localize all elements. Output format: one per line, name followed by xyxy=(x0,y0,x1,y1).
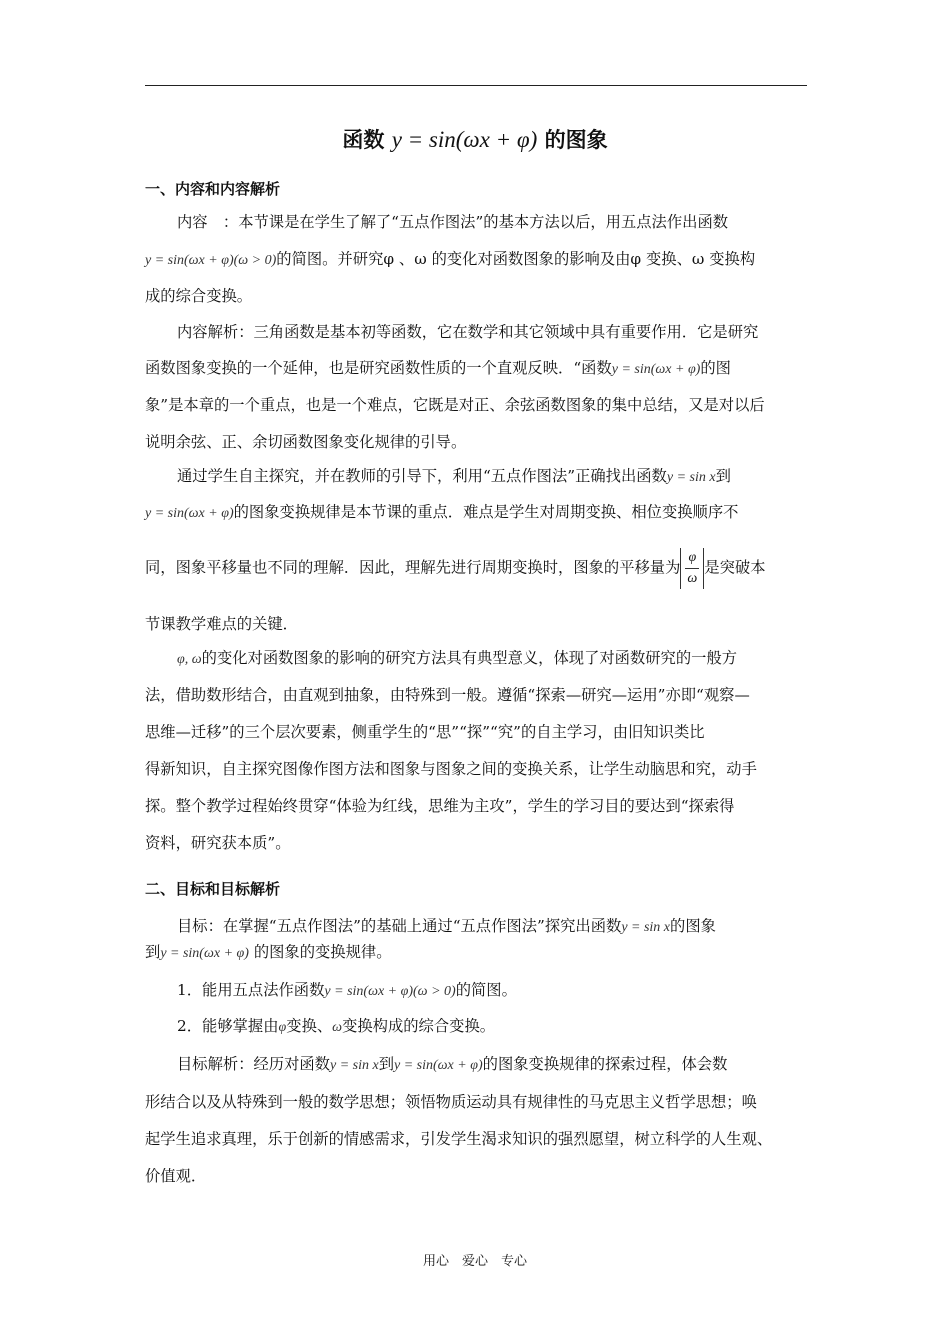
paragraph-line xyxy=(145,548,809,589)
paragraph-line xyxy=(145,500,809,522)
formula: y = sin x xyxy=(621,920,671,935)
text: 目标解析：经历对函数 xyxy=(177,1055,330,1073)
fraction-numerator: φ xyxy=(685,548,699,569)
paragraph-line: 法，借助数形结合，由直观到抽象，由特殊到一般。遵循“探索—研究—运用”亦即“观察— xyxy=(145,686,750,704)
page-title xyxy=(0,124,950,154)
text: 1．能用五点法作函数 xyxy=(177,981,325,999)
paragraph-line: 形结合以及从特殊到一般的数学思想；领悟物质运动具有规律性的马克思主义哲学思想；唤 xyxy=(145,1093,757,1111)
text: 的图象变换规律是本节课的重点．难点是学生对周期变换、相位变换顺序不 xyxy=(233,503,739,521)
text: 2．能够掌握由 xyxy=(177,1017,279,1035)
formula: y = sin x xyxy=(329,1058,379,1073)
paragraph-line: 起学生追求真理，乐于创新的情感需求，引发学生渴求知识的强烈愿望，树立科学的人生观、 xyxy=(145,1130,773,1148)
text: 变换、 xyxy=(286,1017,333,1035)
text: 到 xyxy=(378,1055,395,1073)
formula: y = sin x xyxy=(666,470,716,485)
formula: y = sin(ωx + φ) xyxy=(145,506,234,521)
paragraph-line: 说明余弦、正、余切函数图象变化规律的引导。 xyxy=(145,433,467,451)
text: 的简图。 xyxy=(455,981,517,999)
text: 函数图象变换的一个延伸，也是研究函数性质的一个直观反映．“函数 xyxy=(145,359,612,377)
text: 的变化对函数图象的影响的研究方法具有典型意义，体现了对函数研究的一般方 xyxy=(201,649,738,667)
paragraph-line xyxy=(145,247,809,269)
text: 的图象变换规律的探索过程，体会数 xyxy=(482,1055,728,1073)
text: 目标：在掌握“五点作图法”的基础上通过“五点作图法”探究出函数 xyxy=(177,917,622,935)
paragraph-line xyxy=(145,1052,841,1074)
paragraph-line: 内容解析：三角函数是基本初等函数，它在数学和其它领域中具有重要作用．它是研究 xyxy=(177,323,759,341)
paragraph-line xyxy=(145,940,809,962)
formula: y = sin(ωx + φ) xyxy=(394,1058,483,1073)
list-item xyxy=(145,1014,841,1036)
formula: φ xyxy=(278,1020,287,1035)
paragraph-line: 得新知识，自主探究图像作图方法和图象与图象之间的变换关系，让学生动脑思和究，动手 xyxy=(145,760,757,778)
text: 到 xyxy=(145,943,161,961)
paragraph-line xyxy=(145,356,809,378)
text: 是突破本 xyxy=(704,558,766,577)
title-prefix: 函数 xyxy=(342,127,385,152)
page-footer: 用心 爱心 专心 xyxy=(422,1254,527,1269)
list-item xyxy=(145,978,841,1000)
fraction xyxy=(680,548,704,589)
text: 到 xyxy=(715,467,731,485)
paragraph-line xyxy=(145,914,841,936)
paragraph-line: 象”是本章的一个重点，也是一个难点，它既是对正、余弦函数图象的集中总结，又是对以后 xyxy=(145,396,765,414)
text: 同，图象平移量也不同的理解．因此，理解先进行周期变换时，图象的平移量为 xyxy=(145,558,681,577)
fraction-denominator: ω xyxy=(687,571,698,586)
paragraph-line xyxy=(145,646,841,668)
text: 的图 xyxy=(700,359,731,377)
paragraph-line: 价值观． xyxy=(145,1167,207,1185)
text: 变换构成的综合变换。 xyxy=(342,1017,496,1035)
paragraph-line xyxy=(145,464,841,486)
section2-heading: 二、目标和目标解析 xyxy=(145,880,281,898)
title-formula: y = sin(ωx + φ) xyxy=(391,127,538,152)
paragraph-line: 资料，研究获本质”。 xyxy=(145,834,291,852)
paragraph-line: 成的综合变换。 xyxy=(145,287,253,305)
paragraph-line: 探。整个教学过程始终贯穿“体验为红线，思维为主攻”，学生的学习目的要达到“探索得 xyxy=(145,797,735,815)
text: 的简图。并研究φ 、ω 的变化对函数图象的影响及由φ 变换、ω 变换构 xyxy=(276,250,756,268)
text: 的图象 xyxy=(670,917,716,935)
formula: y = sin(ωx + φ) xyxy=(611,362,701,377)
paragraph-line: 节课教学难点的关键． xyxy=(145,615,298,633)
paragraph-line: 思维—迁移”的三个层次要素，侧重学生的“思”“探”“究”的自主学习，由旧知识类比 xyxy=(145,723,705,741)
paragraph-line: 内容 ：本节课是在学生了解了“五点作图法”的基本方法以后，用五点法作出函数 xyxy=(177,213,729,231)
formula: ω xyxy=(332,1020,343,1035)
text: 通过学生自主探究，并在教师的引导下，利用“五点作图法”正确找出函数 xyxy=(177,467,667,485)
text: 的图象的变换规律。 xyxy=(253,943,392,961)
formula: y = sin(ωx + φ)(ω > 0) xyxy=(324,984,456,999)
title-suffix: 的图象 xyxy=(544,127,608,152)
header-rule xyxy=(145,85,807,86)
formula: y = sin(ωx + φ)(ω > 0) xyxy=(145,253,277,268)
formula: y = sin(ωx + φ) xyxy=(160,946,249,961)
formula: φ, ω xyxy=(177,652,202,667)
section1-heading: 一、内容和内容解析 xyxy=(145,180,281,198)
